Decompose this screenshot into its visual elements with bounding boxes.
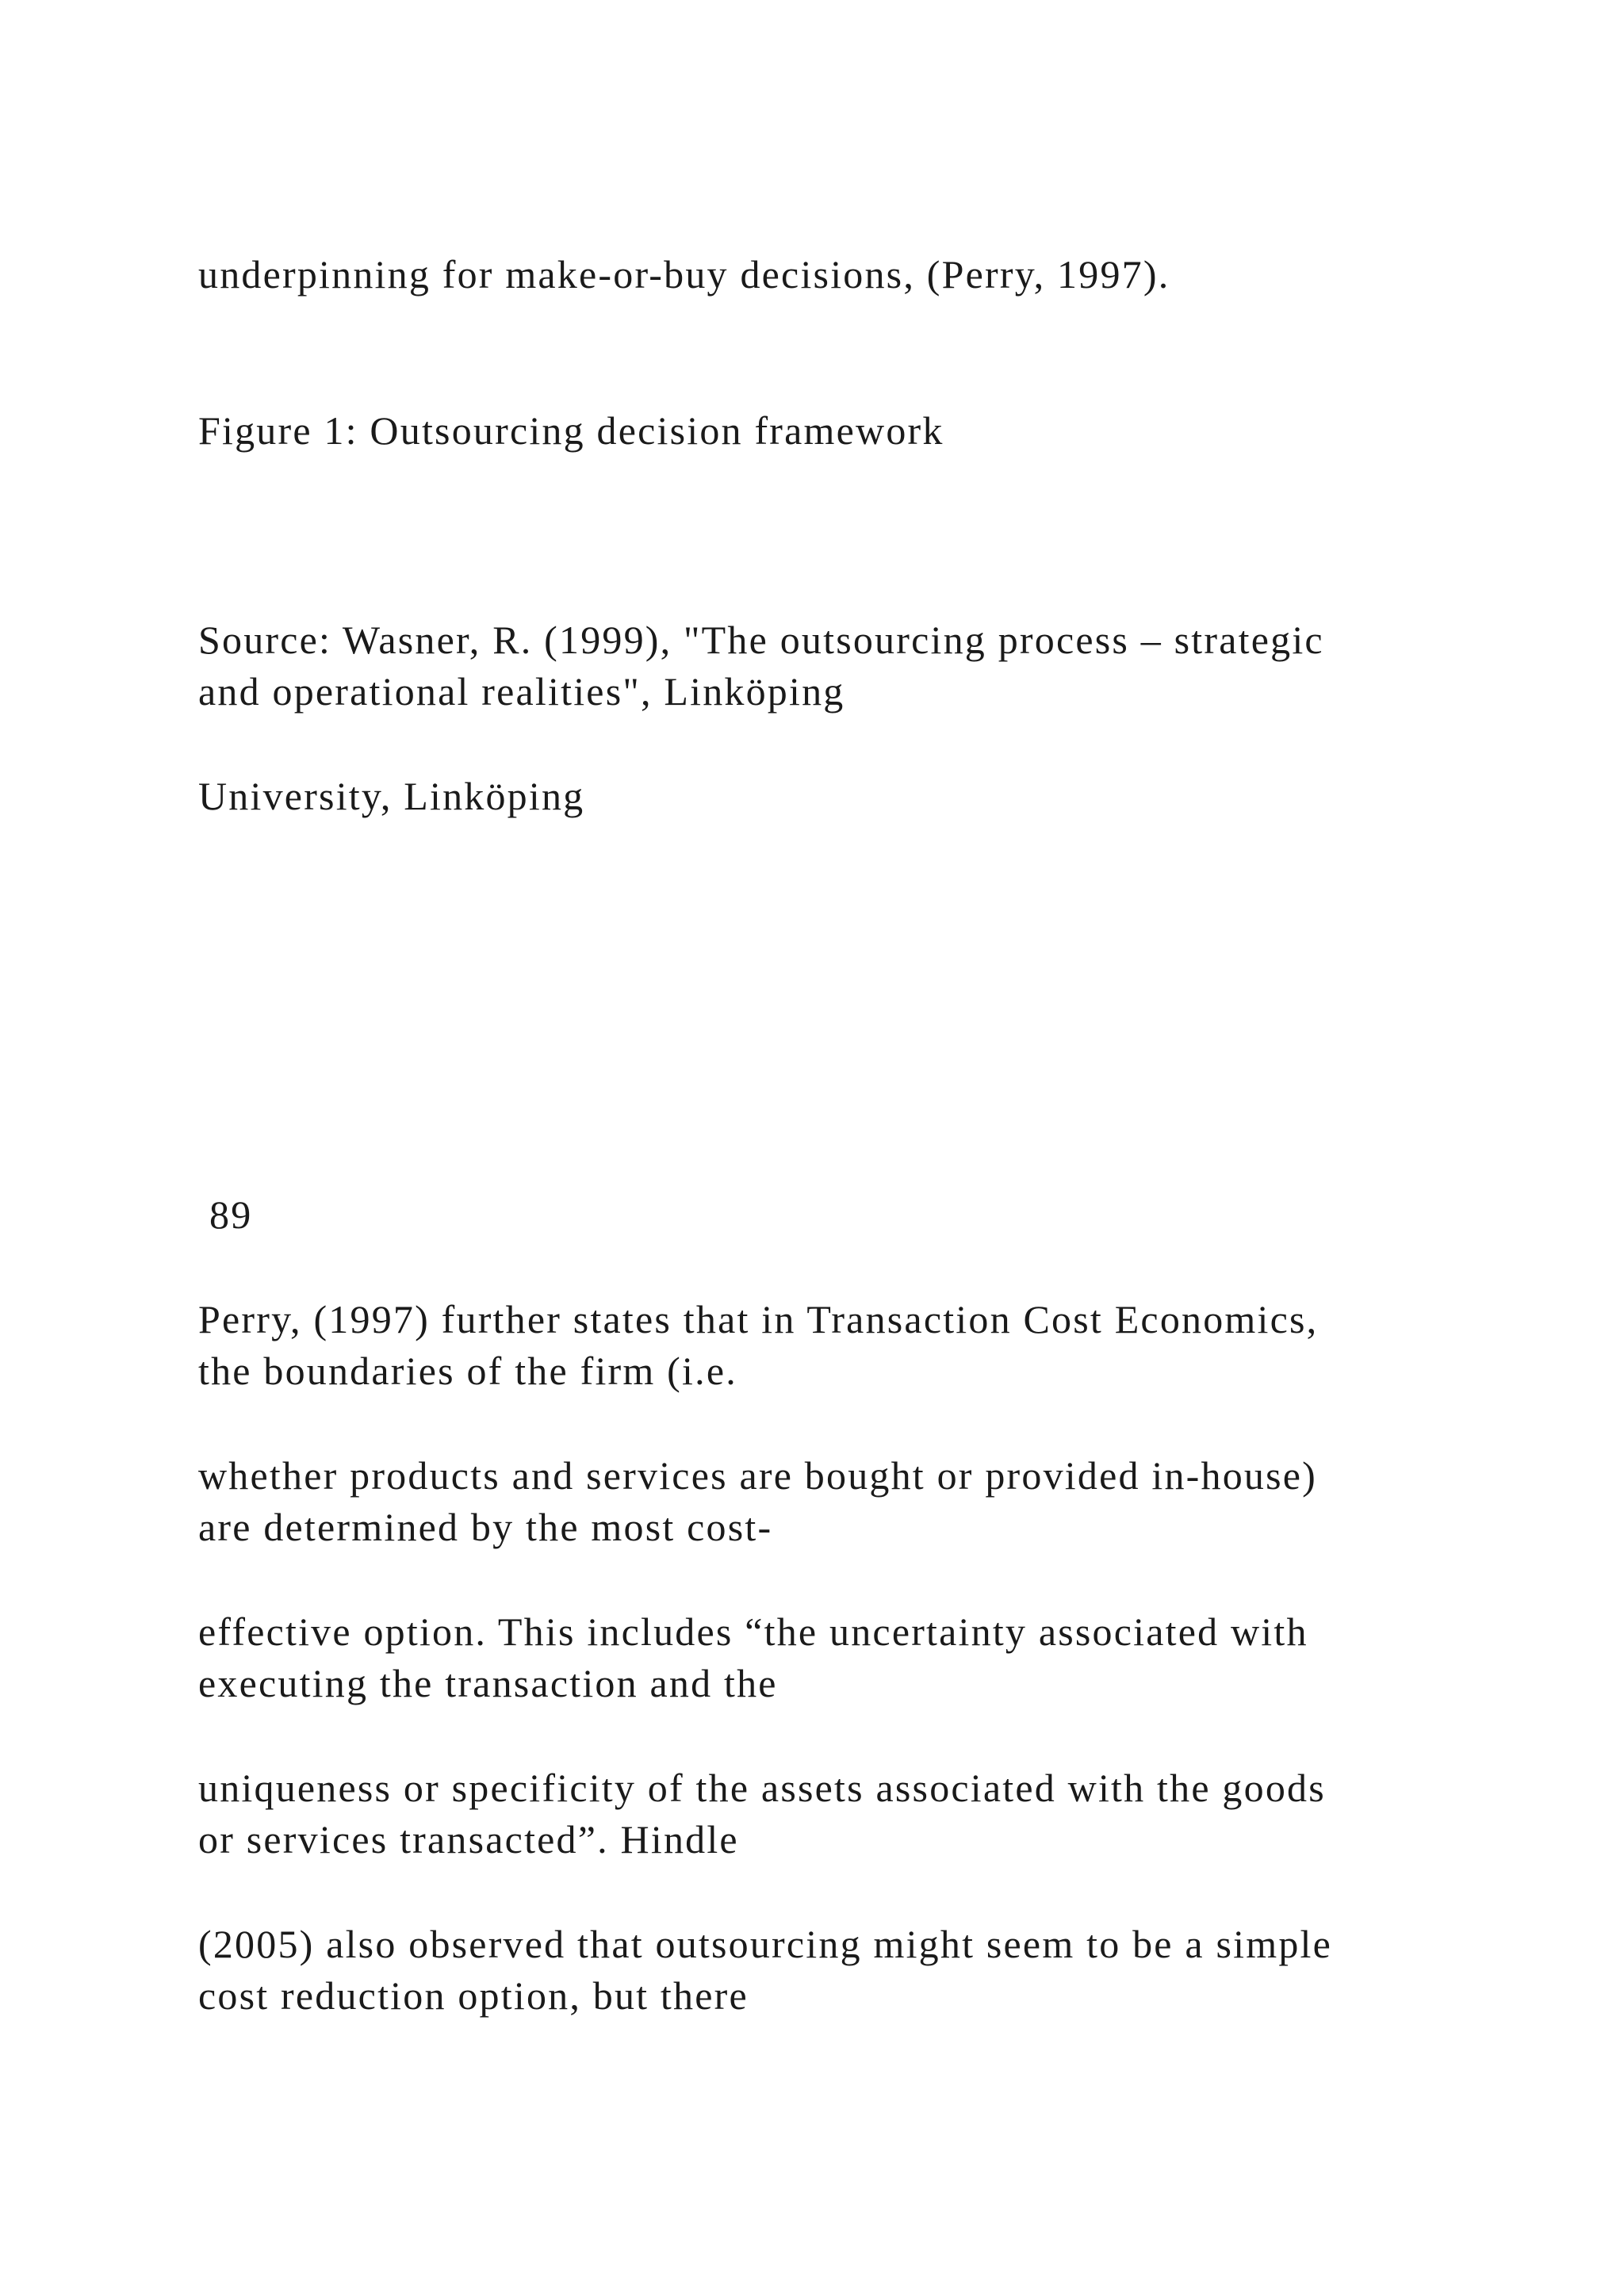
- paragraph-line-4: are determined by the most cost-: [198, 1505, 773, 1549]
- paragraph-line-7: uniqueness or specificity of the assets associated with the goods: [198, 1766, 1326, 1810]
- paragraph-line-5: effective option. This includes “the uncertainty associated with: [198, 1609, 1308, 1654]
- paragraph-line-8: or services transacted”. Hindle: [198, 1817, 739, 1862]
- paragraph-line-1: Perry, (1997) further states that in Transaction Cost Economics,: [198, 1297, 1319, 1341]
- paragraph-line-10: cost reduction option, but there: [198, 1973, 749, 2018]
- source-line-3: University, Linköping: [198, 774, 585, 818]
- text-line-underpinning: underpinning for make-or-buy decisions, (Perry, 1997).: [198, 252, 1170, 297]
- source-line-1: Source: Wasner, R. (1999), "The outsourcing process – strategic: [198, 618, 1324, 662]
- figure-caption: Figure 1: Outsourcing decision framework: [198, 408, 944, 453]
- paragraph-line-3: whether products and services are bought or provided in-house): [198, 1453, 1318, 1498]
- paragraph-line-6: executing the transaction and the: [198, 1661, 778, 1705]
- paragraph-line-9: (2005) also observed that outsourcing might seem to be a simple: [198, 1922, 1333, 1966]
- page-number: 89: [209, 1192, 253, 1237]
- paragraph-line-2: the boundaries of the firm (i.e.: [198, 1349, 737, 1393]
- source-line-2: and operational realities", Linköping: [198, 669, 845, 714]
